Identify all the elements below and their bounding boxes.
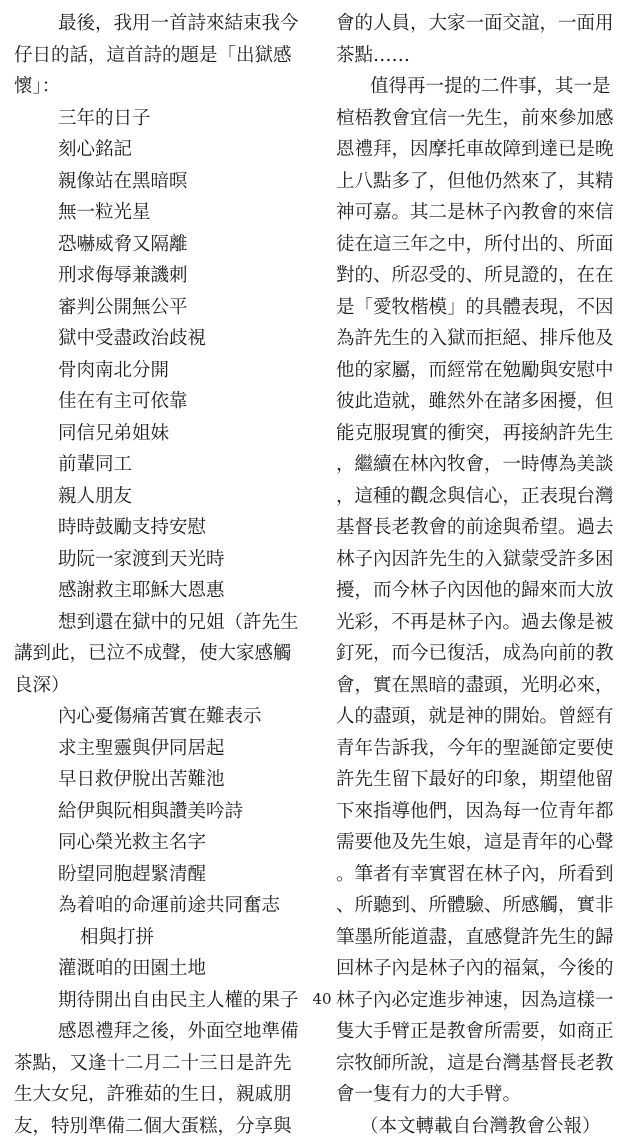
text-line: 感謝救主耶穌大恩惠 [14,575,314,607]
text-line: 恐嚇威脅又隔離 [14,229,314,261]
text-line: 需要他及先生娘，這是青年的心聲 [336,827,634,859]
text-line: 審判公開無公平 [14,292,314,324]
text-line: 同信兄弟姐妹 [14,418,314,450]
text-line: 求主聖靈與伊同居起 [14,733,314,765]
text-line: 他的家屬，而經常在勉勵與安慰中 [336,355,634,387]
text-line: 下來指導他們，因為每一位青年都 [336,796,634,828]
text-line: 早日救伊脫出苦難池 [14,764,314,796]
text-line: 、所聽到、所體驗、所感觸，實非 [336,890,634,922]
text-line: 彼此造就，雖然外在諸多困擾，但 [336,386,634,418]
text-line: 隻大手臂正是教會所需要，如商正 [336,1016,634,1048]
text-line: 時時鼓勵支持安慰 [14,512,314,544]
text-line: 筆墨所能道盡，直感覺許先生的歸 [336,922,634,954]
text-line: 茶點，又逢十二月二十三日是許先 [14,1048,314,1080]
text-line: 茶點…… [336,40,634,72]
text-line: 灌溉咱的田園土地 [14,953,314,985]
text-line: 給伊與阮相與讚美吟詩 [14,796,314,828]
column-gutter [322,0,323,985]
text-line: 是「愛牧楷模」的具體表現，不因 [336,292,634,324]
text-line: 刑求侮辱兼譏刺 [14,260,314,292]
text-line: 盼望同胞趕緊清醒 [14,859,314,891]
text-line: 期待開出自由民主人權的果子 [14,985,314,1017]
text-line: 相與打拼 [14,922,314,954]
text-line: 神可嘉。其二是林子內教會的來信 [336,197,634,229]
text-line: 良深） [14,670,314,702]
left-text-column [14,8,314,1142]
text-line: 能克服現實的衝突，再接納許先生 [336,418,634,450]
text-line: 同心榮光救主名字 [14,827,314,859]
text-line: 刻心銘記 [14,134,314,166]
text-line: 釘死，而今已復活，成為向前的教 [336,638,634,670]
text-line: 會的人員，大家一面交誼，一面用 [336,8,634,40]
text-line: 光彩，不再是林子內。過去像是被 [336,607,634,639]
text-line: 生大女兒，許雅茹的生日，親戚朋 [14,1079,314,1111]
text-line: 懷」： [14,71,314,103]
text-line: 為許先生的入獄而拒絕、排斥他及 [336,323,634,355]
text-line: 想到還在獄中的兄姐（許先生 [14,607,314,639]
text-line: 基督長老教會的前途與希望。過去 [336,512,634,544]
text-line: 講到此，已泣不成聲，使大家感觸 [14,638,314,670]
text-line: 值得再一提的二件事，其一是 [336,71,634,103]
text-line: 前輩同工 [14,449,314,481]
text-line: 骨肉南北分開 [14,355,314,387]
text-line: 宗牧師所說，這是台灣基督長老教 [336,1048,634,1080]
text-line: 無一粒光星 [14,197,314,229]
text-line: 會一隻有力的大手臂。 [336,1079,634,1111]
text-line: 感恩禮拜之後，外面空地準備 [14,1016,314,1048]
text-line: 獄中受盡政治歧視 [14,323,314,355]
page-number: 40 [0,990,644,1008]
text-line: 人的盡頭，就是神的開始。曾經有 [336,701,634,733]
text-line: 仔日的話，這首詩的題是「出獄感 [14,40,314,72]
text-line: ，這種的觀念與信心，正表現台灣 [336,481,634,513]
text-line: 最後，我用一首詩來結束我今 [14,8,314,40]
text-line: 對的、所忍受的、所見證的，在在 [336,260,634,292]
text-line: 許先生留下最好的印象，期望他留 [336,764,634,796]
text-line: 徒在這三年之中，所付出的、所面 [336,229,634,261]
text-line: 親像站在黑暗暝 [14,166,314,198]
text-line: 為着咱的命運前途共同奮志 [14,890,314,922]
text-line: 青年告訴我，今年的聖誕節定要使 [336,733,634,765]
text-line: 佳在有主可依靠 [14,386,314,418]
text-line: 林子內因許先生的入獄蒙受許多困 [336,544,634,576]
text-line: 回林子內是林子內的福氣，今後的 [336,953,634,985]
text-line: 三年的日子 [14,103,314,135]
text-line: （本文轉載自台灣教會公報） [336,1111,634,1142]
text-line: 。筆者有幸實習在林子內，所看到 [336,859,634,891]
text-line: 內心憂傷痛苦實在難表示 [14,701,314,733]
text-line: 林子內必定進步神速，因為這樣一 [336,985,634,1017]
text-line: 會，實在黑暗的盡頭，光明必來， [336,670,634,702]
text-line: 楦梧教會宜信一先生，前來參加感 [336,103,634,135]
text-line: 上八點多了，但他仍然來了，其精 [336,166,634,198]
text-line: 恩禮拜，因摩托車故障到達已是晚 [336,134,634,166]
text-line: 擾，而今林子內因他的歸來而大放 [336,575,634,607]
text-line: ，繼續在林內牧會，一時傳為美談 [336,449,634,481]
text-line: 助阮一家渡到天光時 [14,544,314,576]
right-text-column [336,8,634,1142]
text-line: 友，特別準備二個大蛋糕，分享與 [14,1111,314,1142]
text-line: 親人朋友 [14,481,314,513]
